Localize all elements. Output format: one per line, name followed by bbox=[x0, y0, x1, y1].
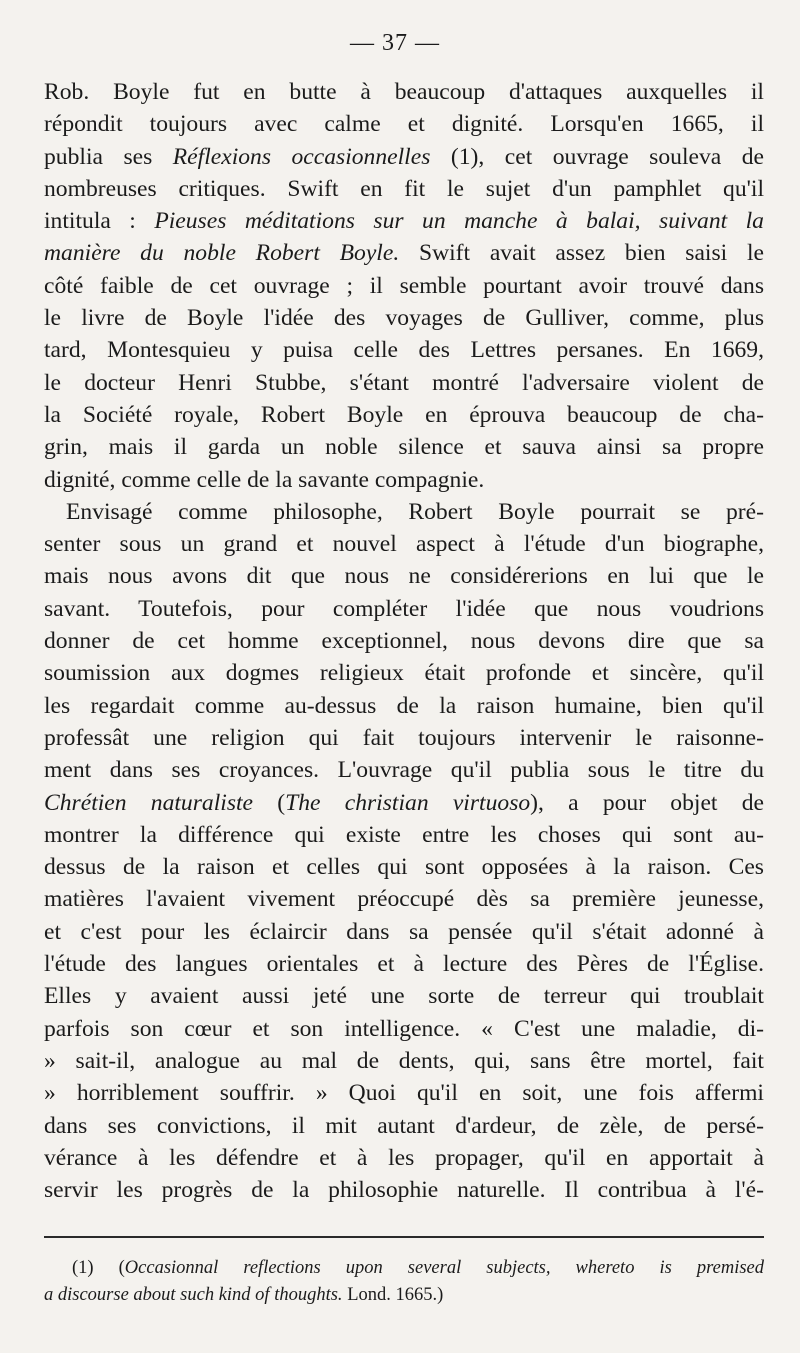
text-line: mais nous avons dit que nous ne considérerions en lui que le bbox=[44, 563, 764, 590]
text-line: Envisagé comme philosophe, Robert Boyle pourrait se pré- bbox=[66, 498, 764, 525]
text-line: dessus de la raison et celles qui sont opposées à la raison. Ces bbox=[44, 854, 764, 881]
text-line: Elles y avaient aussi jeté une sorte de terreur qui troublait bbox=[44, 983, 764, 1010]
text-line: dans ses convictions, il mit autant d'ardeur, de zèle, de persé- bbox=[44, 1112, 764, 1139]
book-title-reflexions: Réflexions occasionnelles bbox=[172, 143, 431, 170]
footnote-line bbox=[44, 1282, 764, 1309]
footnote-divider bbox=[44, 1236, 764, 1238]
text-line: parfois son cœur et son intelligence. « C'est une maladie, di- bbox=[44, 1015, 764, 1042]
text-line: répondit toujours avec calme et dignité. Lorsqu'en 1665, il bbox=[44, 111, 764, 138]
text-line bbox=[44, 237, 764, 269]
text-line: les regardait comme au-dessus de la raison humaine, bien qu'il bbox=[44, 692, 764, 719]
text-line: le docteur Henri Stubbe, s'étant montré l'adversaire violent de bbox=[44, 369, 764, 396]
text-line: vérance à les défendre et à les propager, qu'il en apportait à bbox=[44, 1144, 764, 1171]
text-line: dignité, comme celle de la savante compagnie. bbox=[44, 466, 485, 493]
text-line: grin, mais il garda un noble silence et sauva ainsi sa propre bbox=[44, 434, 764, 461]
footnote-title: Occasionnal reflections upon several subjects, whereto is premised bbox=[124, 1258, 764, 1278]
text-line: montrer la différence qui existe entre les choses qui sont au- bbox=[44, 821, 764, 848]
text-line: tard, Montesquieu y puisa celle des Lettres persanes. En 1669, bbox=[44, 337, 764, 364]
text-line: savant. Toutefois, pour compléter l'idée que nous voudrions bbox=[44, 595, 764, 622]
text-line: professât une religion qui fait toujours intervenir le raisonne- bbox=[44, 724, 764, 751]
footnote bbox=[44, 1255, 764, 1309]
pamphlet-title-cont: manière du noble Robert Boyle. bbox=[44, 240, 400, 267]
footnote-line bbox=[44, 1255, 764, 1282]
text-segment: ( bbox=[253, 789, 286, 816]
text-line: le livre de Boyle l'idée des voyages de Gulliver, comme, plus bbox=[44, 305, 764, 332]
text-line: donner de cet homme exceptionnel, nous devons dire que sa bbox=[44, 628, 764, 655]
text-line: soumission aux dogmes religieux était profonde et sincère, qu'il bbox=[44, 660, 764, 687]
text-segment: Swift avait assez bien saisi le bbox=[399, 240, 764, 267]
text-line bbox=[44, 787, 764, 819]
text-line: servir les progrès de la philosophie naturelle. Il contribua à l'é- bbox=[44, 1177, 764, 1204]
pamphlet-title: Pieuses méditations sur un manche à balai, suivant la bbox=[154, 208, 764, 235]
text-segment: ), a pour objet de bbox=[530, 789, 764, 816]
text-line: matières l'avaient vivement préoccupé dès sa première jeunesse, bbox=[44, 886, 764, 913]
text-line: ment dans ses croyances. L'ouvrage qu'il publia sous le titre du bbox=[44, 757, 764, 784]
text-segment: intitula : bbox=[44, 208, 155, 235]
text-line: la Société royale, Robert Boyle en éprouva beaucoup de cha- bbox=[44, 401, 764, 428]
footnote-title-cont: a discourse about such kind of thoughts. bbox=[44, 1285, 343, 1305]
text-line: nombreuses critiques. Swift en fit le sujet d'un pamphlet qu'il bbox=[44, 175, 764, 202]
text-line: » sait-il, analogue au mal de dents, qui, sans être mortel, fait bbox=[44, 1047, 764, 1074]
main-text bbox=[44, 76, 764, 1206]
text-line: côté faible de cet ouvrage ; il semble pourtant avoir trouvé dans bbox=[44, 272, 764, 299]
text-line: Rob. Boyle fut en butte à beaucoup d'attaques auxquelles il bbox=[44, 79, 764, 105]
text-segment: (1), cet ouvrage souleva de bbox=[430, 143, 764, 170]
text-line: » horriblement souffrir. » Quoi qu'il en soit, une fois affermi bbox=[44, 1080, 764, 1107]
text-line: et c'est pour les éclaircir dans sa pensée qu'il s'était adonné à bbox=[44, 918, 764, 945]
footnote-marker: (1) ( bbox=[72, 1258, 125, 1278]
book-title-chretien: Chrétien naturaliste bbox=[44, 789, 254, 816]
book-title-virtuoso: The christian virtuoso bbox=[285, 789, 531, 816]
text-line: l'étude des langues orientales et à lecture des Pères de l'Église. bbox=[44, 951, 764, 978]
text-line bbox=[44, 141, 764, 173]
page-number: — 37 — bbox=[350, 30, 440, 56]
text-line: senter sous un grand et nouvel aspect à l'étude d'un biographe, bbox=[44, 531, 764, 558]
text-line bbox=[44, 205, 764, 237]
footnote-imprint: Lond. 1665.) bbox=[342, 1285, 444, 1305]
text-segment: publia ses bbox=[44, 143, 173, 170]
